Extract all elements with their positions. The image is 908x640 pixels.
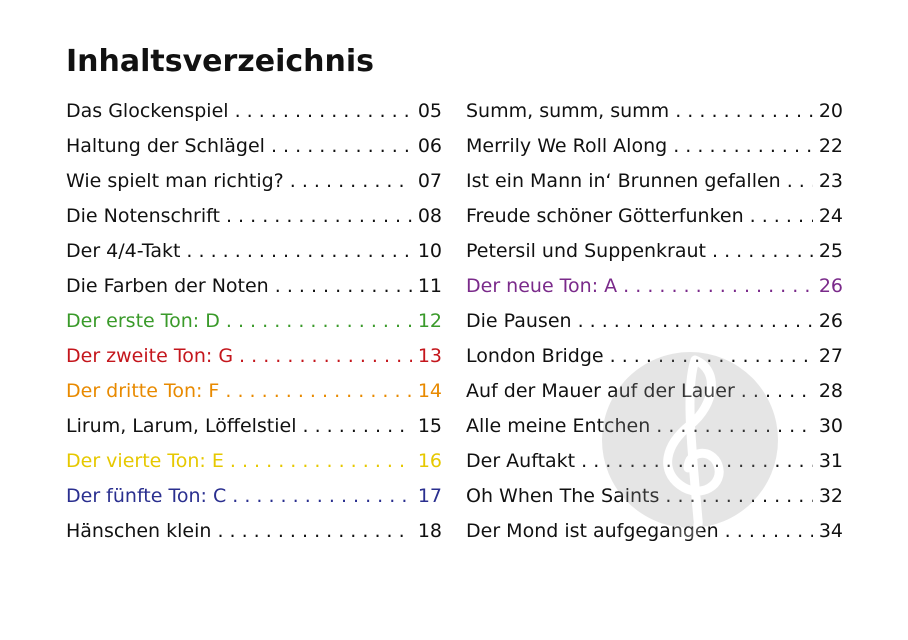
toc-entry-title: Der neue Ton: A: [466, 275, 618, 297]
dot-leader: [665, 485, 812, 507]
dot-leader: [271, 135, 412, 157]
toc-entry: [66, 170, 442, 205]
toc-entry-title: Der Mond ist aufgegangen: [466, 520, 719, 542]
dot-leader: [239, 345, 412, 367]
toc-entry-title: Der zweite Ton: G: [66, 345, 234, 367]
dot-leader: [226, 205, 412, 227]
toc-entry: [466, 380, 843, 415]
toc-entry-page-number: 14: [417, 380, 442, 402]
toc-entry-title: Der 4/4-Takt: [66, 240, 181, 262]
toc-entry: [466, 310, 843, 345]
dot-leader: [741, 380, 813, 402]
toc-entry-title: Die Pausen: [466, 310, 572, 332]
toc-entry-page-number: 16: [417, 450, 442, 472]
toc-entry: [466, 100, 843, 135]
toc-entry-title: Der erste Ton: D: [66, 310, 220, 332]
toc-entry-title: Das Glockenspiel: [66, 100, 229, 122]
toc-entry-title: Lirum, Larum, Löffelstiel: [66, 415, 297, 437]
toc-column-left: [66, 100, 442, 555]
toc-entry-page-number: 30: [818, 415, 843, 437]
toc-entry-title: Summ, summ, summ: [466, 100, 670, 122]
toc-entry: [466, 275, 843, 310]
toc-entry: [66, 205, 442, 240]
toc-entry: [66, 485, 442, 520]
toc-entry: [466, 135, 843, 170]
toc-entry: [66, 310, 442, 345]
toc-column-right: [466, 100, 843, 555]
toc-entry: [66, 275, 442, 310]
dot-leader: [581, 450, 813, 472]
toc-entry-page-number: 23: [818, 170, 843, 192]
toc-entry-page-number: 27: [818, 345, 843, 367]
dot-leader: [235, 100, 412, 122]
toc-entry-title: Ist ein Mann in‘ Brunnen gefallen: [466, 170, 781, 192]
toc-entry: [66, 100, 442, 135]
toc-entry-title: Der vierte Ton: E: [66, 450, 224, 472]
toc-entry: [66, 345, 442, 380]
toc-entry: [66, 135, 442, 170]
toc-entry-title: Petersil und Suppenkraut: [466, 240, 707, 262]
dot-leader: [217, 520, 411, 542]
dot-leader: [303, 415, 412, 437]
dot-leader: [673, 135, 813, 157]
dot-leader: [186, 240, 411, 262]
dot-leader: [656, 415, 813, 437]
toc-entry-page-number: 31: [818, 450, 843, 472]
dot-leader: [578, 310, 813, 332]
toc-entry-page-number: 13: [417, 345, 442, 367]
toc-entry-page-number: 11: [417, 275, 442, 297]
dot-leader: [290, 170, 412, 192]
toc-entry-page-number: 06: [417, 135, 442, 157]
toc-entry: [466, 205, 843, 240]
toc-entry-page-number: 15: [417, 415, 442, 437]
dot-leader: [712, 240, 813, 262]
dot-leader: [787, 170, 813, 192]
toc-entry-page-number: 17: [417, 485, 442, 507]
toc-entry-page-number: 26: [818, 310, 843, 332]
toc-entry: [466, 520, 843, 555]
dot-leader: [623, 275, 813, 297]
toc-entry-page-number: 22: [818, 135, 843, 157]
toc-entry-title: Oh When The Saints: [466, 485, 660, 507]
toc-entry-title: London Bridge: [466, 345, 604, 367]
dot-leader: [230, 450, 412, 472]
toc-entry-page-number: 32: [818, 485, 843, 507]
toc-entry: [66, 450, 442, 485]
toc-entry-title: Der fünfte Ton: C: [66, 485, 227, 507]
toc-entry-title: Der dritte Ton: F: [66, 380, 220, 402]
toc-entry-title: Freude schöner Götterfunken: [466, 205, 744, 227]
toc-entry-title: Haltung der Schlägel: [66, 135, 265, 157]
toc-entry: [466, 345, 843, 380]
toc-entry: [466, 170, 843, 205]
dot-leader: [610, 345, 813, 367]
toc-entry: [66, 240, 442, 275]
toc-entry-page-number: 10: [417, 240, 442, 262]
toc-entry-title: Auf der Mauer auf der Lauer: [466, 380, 735, 402]
toc-entry-page-number: 07: [417, 170, 442, 192]
toc-entry: [66, 415, 442, 450]
dot-leader: [275, 275, 412, 297]
toc-entry-page-number: 18: [417, 520, 442, 542]
toc-entry-title: Merrily We Roll Along: [466, 135, 668, 157]
toc-entry-page-number: 12: [417, 310, 442, 332]
page-title: Inhaltsverzeichnis: [66, 44, 375, 79]
toc-entry-page-number: 28: [818, 380, 843, 402]
toc-entry: [466, 415, 843, 450]
toc-entry-title: Die Farben der Noten: [66, 275, 269, 297]
toc-entry-title: Wie spielt man richtig?: [66, 170, 284, 192]
toc-entry-page-number: 08: [417, 205, 442, 227]
dot-leader: [750, 205, 813, 227]
toc-entry-page-number: 34: [818, 520, 843, 542]
dot-leader: [675, 100, 813, 122]
toc-entry-page-number: 25: [818, 240, 843, 262]
toc-entry: [66, 380, 442, 415]
dot-leader: [226, 310, 412, 332]
toc-entry: [466, 450, 843, 485]
dot-leader: [725, 520, 813, 542]
toc-entry-title: Hänschen klein: [66, 520, 212, 542]
toc-entry-title: Die Notenschrift: [66, 205, 220, 227]
toc-entry-page-number: 24: [818, 205, 843, 227]
toc-entry-page-number: 26: [818, 275, 843, 297]
toc-entry: [466, 485, 843, 520]
toc-entry-title: Der Auftakt: [466, 450, 576, 472]
dot-leader: [232, 485, 412, 507]
toc-entry-page-number: 05: [417, 100, 442, 122]
toc-entry-title: Alle meine Entchen: [466, 415, 651, 437]
toc-entry: [466, 240, 843, 275]
toc-entry: [66, 520, 442, 555]
dot-leader: [225, 380, 411, 402]
toc-entry-page-number: 20: [818, 100, 843, 122]
